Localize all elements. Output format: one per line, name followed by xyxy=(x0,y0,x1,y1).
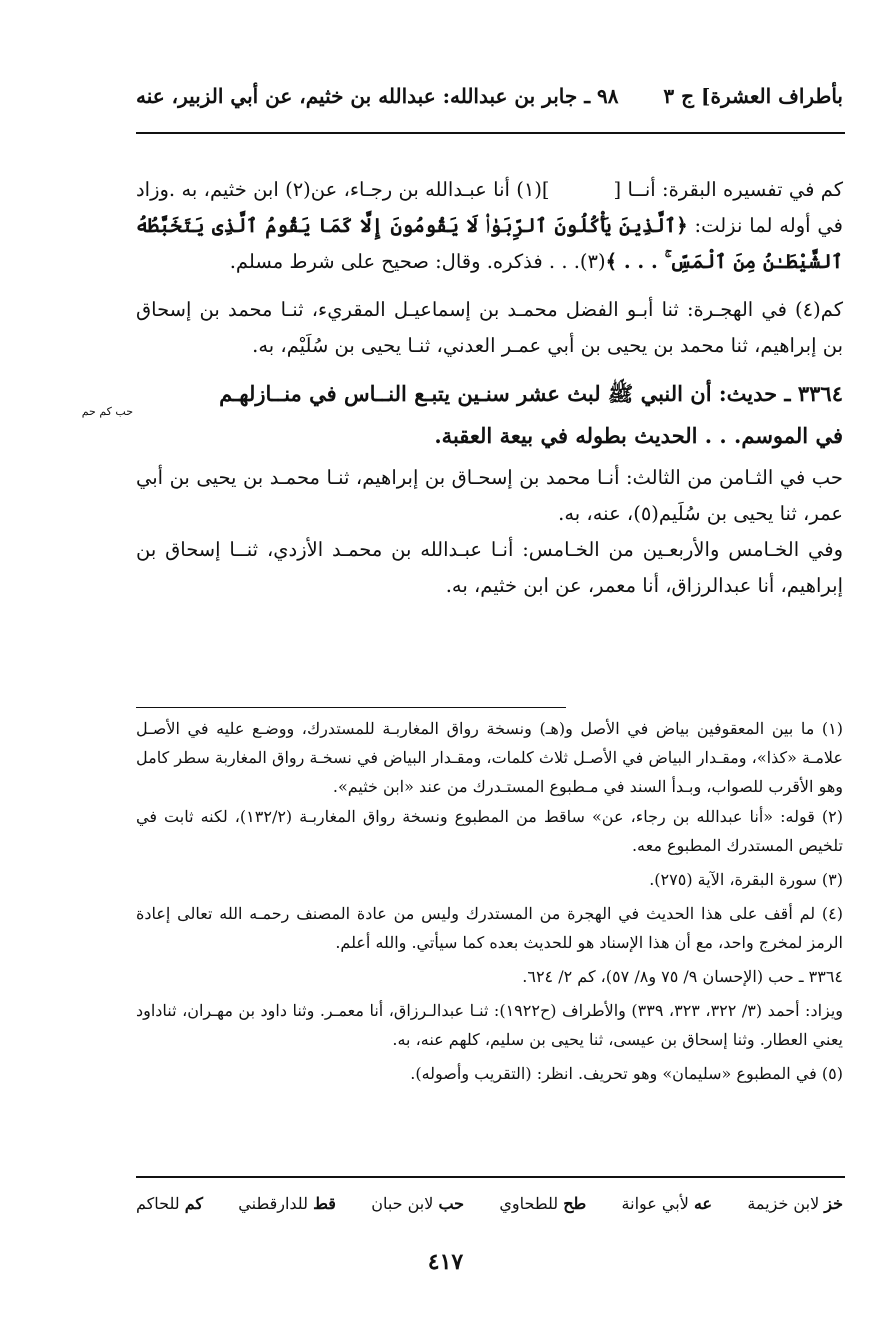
abbrev-item: كم للحاكم xyxy=(136,1194,203,1213)
hadith-sigla: حب كم حم xyxy=(81,405,133,418)
header-book-title: بأطراف العشرة] ج ٣ xyxy=(663,84,843,108)
quran-verse: ﴿ٱلَّذِينَ يَأْكُلُونَ ٱلرِّبَوٰا۟ لَا يَقُومُونَ إِلَّا كَمَا يَقُومُ ٱلَّذِى يَتَخَبَّطُهُ ٱلشَّيْطَـٰنُ مِنَ ٱلْمَسِّ ۚ . . . ﴾ xyxy=(136,214,843,273)
hadith-heading xyxy=(81,376,843,454)
footnote: (٤) لم أقف على هذا الحديث في الهجرة من المستدرك وليس من عادة المصنف رحمـه الله تعالى إعادة الرمز لمخرج واحد، مع أن هذا الإسناد هو للحديث بعده كما سيأتي. والله أعلم. xyxy=(136,904,843,952)
hadith-line-2: في الموسم. . . الحديث بطوله في بيعة العقبة. xyxy=(434,423,843,448)
paragraph-2: كم(٤) في الهجـرة: ثنا أبـو الفضل محمـد بن إسماعيـل المقريء، ثنـا محمد بن إسحاق بن إبراهيم، ثنا محمد بن يحيى بن أبي عمـر العدني، ثنـا يحيى بن سُلَيْم، به. xyxy=(136,298,843,357)
footnotes xyxy=(136,714,843,1093)
paragraph-3: حب في الثـامن من الثالث: أنـا محمد بن إسحـاق بن إبراهيم، ثنـا محمـد بن يحيى بن أبي عمر، ثنا يحيى بن سُلَيم(٥)، عنه، به. xyxy=(136,466,843,525)
footnote-rule xyxy=(136,707,566,708)
footnote: ٣٣٦٤ ـ حب (الإحسان ٩/ ٧٥ و٨/ ٥٧)، كم ٢/ ٦٢٤. xyxy=(522,967,843,986)
abbrev-item: طح للطحاوي xyxy=(499,1194,587,1213)
paragraph-1: كم في تفسيره البقرة: أنــا [](١) أنا عبـدالله بن رجـاء، عن(٢) ابن خثيم، به .وزاد في أوله لما نزلت: ﴿ٱلَّذِينَ يَأْكُلُونَ ٱلرِّبَوٰا۟ لَا يَقُومُونَ إِلَّا كَمَا يَقُومُ ٱلَّذِى يَتَخَبَّطُهُ ٱلشَّيْطَـٰنُ مِنَ ٱلْمَسِّ ۚ . . . ﴾(٣). . . فذكره. وقال: صحيح على شرط مسلم. xyxy=(136,178,843,273)
footnote: (٣) سورة البقرة، الآية (٢٧٥). xyxy=(649,870,843,889)
abbreviations-rule xyxy=(136,1176,845,1178)
page-number: ٤١٧ xyxy=(427,1249,464,1275)
hadith-number-title: ٣٣٦٤ ـ حديث: أن النبي ﷺ لبث عشر سنـين يتبـع النــاس في منــازلهـم xyxy=(219,381,843,406)
footnote: ويزاد: أحمد (٣/ ٣٢٢، ٣٢٣، ٣٣٩) والأطراف (ح١٩٢٢): ثنـا عبدالـرزاق، أنا معمـر. وثنا داود بن مهـران، ثناداود يعني العطار. وثنا إسحاق بن عيسى، ثنا يحيى بن سليم، كلهم عنه، به. xyxy=(136,1001,844,1049)
abbrev-item: حب لابن حبان xyxy=(371,1194,465,1213)
abbrev-item: خز لابن خزيمة xyxy=(747,1194,843,1213)
footnote: (١) ما بين المعقوفين بياض في الأصل و(هـ) ونسخة رواق المغاربـة للمستدرك، ووضـع عليه في الأصـل علامـة «كذا»، ومقـدار البياض في الأصـل ثلاث كلمات، ومقـدار البياض في نسخـة رواق المغاربة سطر كامل وهو الأقرب للصواب، وبـدأ السند في مـطبوع المستـدرك من عند «ابن خثيم». xyxy=(136,719,843,796)
running-header xyxy=(136,84,843,108)
main-text xyxy=(81,172,843,604)
paragraph-4: وفي الخـامس والأربعـين من الخـامس: أنـا عبـدالله بن محمـد الأزدي، ثنــا إسحاق بن إبراهيم، أنا عبدالرزاق، أنا معمر، عن ابن خثيم، به. xyxy=(136,538,843,597)
footnote: (٥) في المطبوع «سليمان» وهو تحريف. انظر: (التقريب وأصوله). xyxy=(410,1064,843,1083)
header-rule xyxy=(136,132,845,134)
abbreviations-key xyxy=(136,1194,843,1213)
abbrev-item: قط للدارقطني xyxy=(238,1194,336,1213)
header-section-title: ٩٨ ـ جابر بن عبدالله: عبدالله بن خثيم، عن أبي الزبير، عنه xyxy=(136,84,619,108)
footnote: (٢) قوله: «أنا عبدالله بن رجاء، عن» ساقط من المطبوع ونسخة رواق المغاربـة (١٣٢/٢)، لكنه ثابت في تلخيص المستدرك المطبوع معه. xyxy=(136,807,843,855)
abbrev-item: عه لأبي عوانة xyxy=(621,1194,713,1213)
